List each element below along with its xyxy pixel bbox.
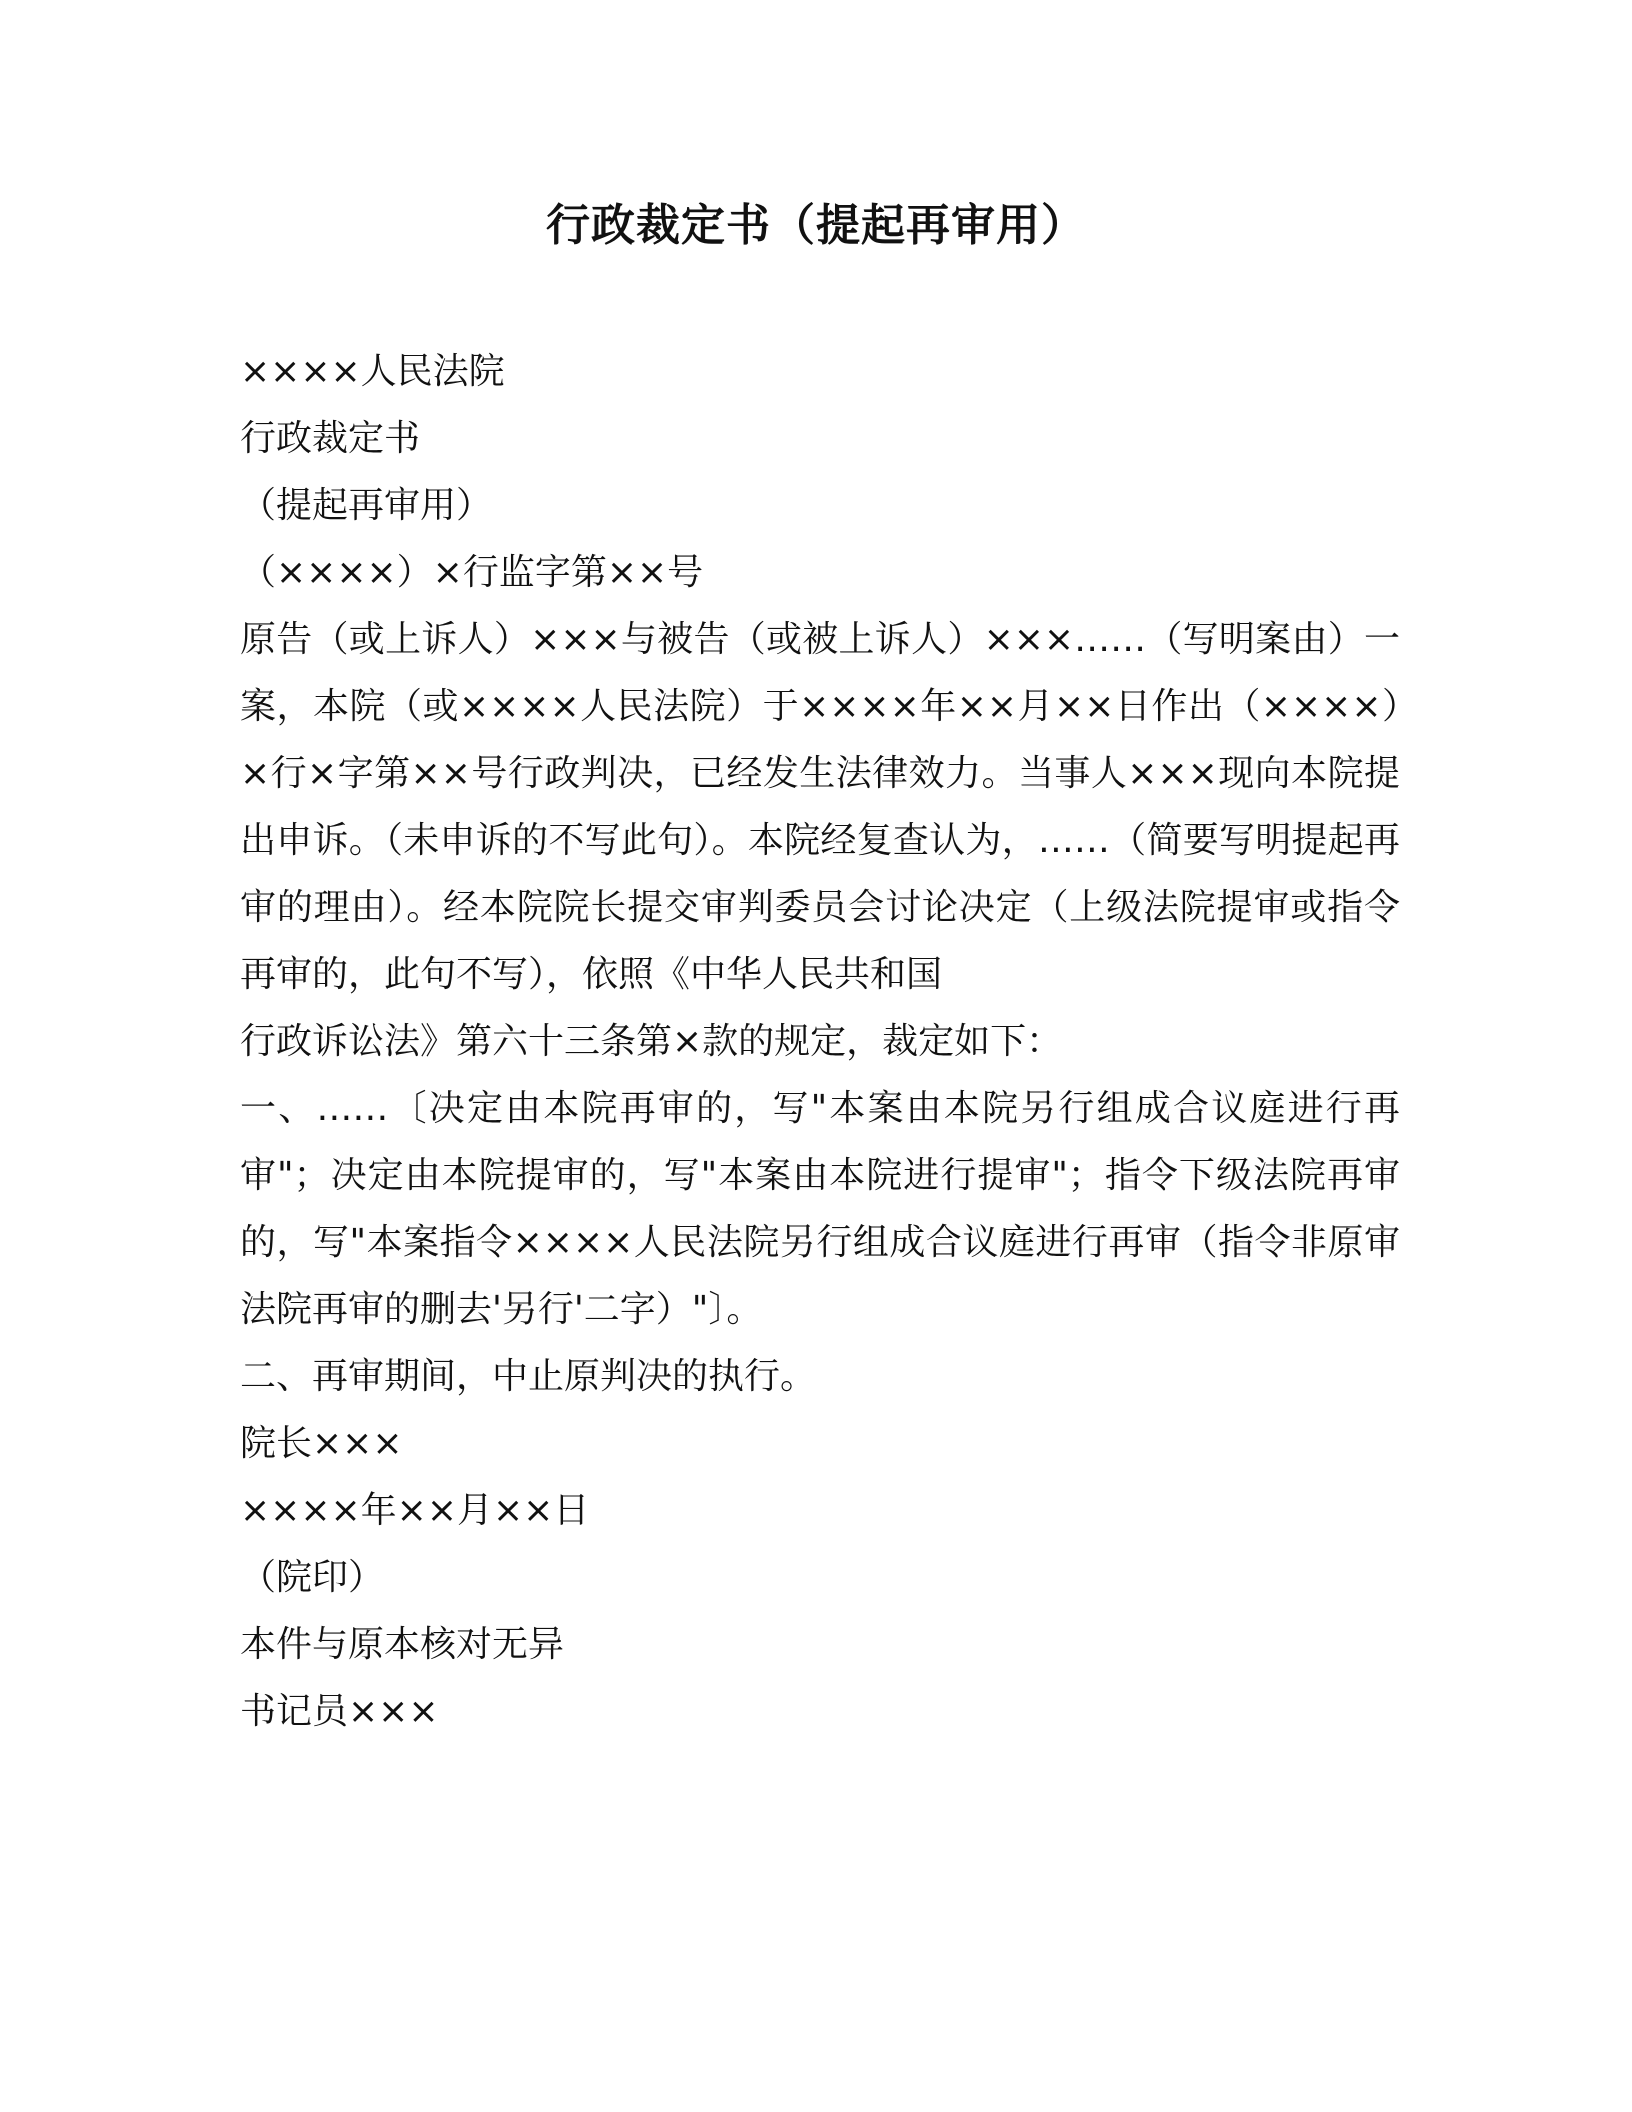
ruling-item-2: 二、再审期间，中止原判决的执行。 xyxy=(240,1356,817,1397)
document-body xyxy=(240,338,1400,1745)
clerk-signature: 书记员××× xyxy=(240,1691,439,1732)
body-paragraph-continuation: 行政诉讼法》第六十三条第×款的规定，裁定如下： xyxy=(240,1021,1063,1062)
document-type: 行政裁定书 xyxy=(240,418,421,459)
case-number: （××××）×行监字第××号 xyxy=(240,552,704,593)
verification-note: 本件与原本核对无异 xyxy=(240,1624,565,1665)
document-subtype: （提起再审用） xyxy=(240,485,493,526)
ruling-item-1: 一、……〔决定由本院再审的，写"本案由本院另行组成合议庭进行再审"；决定由本院提审的，写"本案由本院进行提审"；指令下级法院再审的，写"本案指令××××人民法院另行组成合议庭进行再审（指令非原审法院再审的删去'另行'二字）"〕。 xyxy=(240,1088,1400,1330)
president-signature: 院长××× xyxy=(240,1423,403,1464)
body-paragraph: 原告（或上诉人）×××与被告（或被上诉人）×××……（写明案由）一案，本院（或××××人民法院）于××××年××月××日作出（××××）×行×字第××号行政判决，已经发生法律效力。当事人×××现向本院提出申诉。（未申诉的不写此句）。本院经复查认为，……（简要写明提起再审的理由）。经本院院长提交审判委员会讨论决定（上级法院提审或指令再审的，此句不写），依照《中华人民共和国 xyxy=(240,619,1400,995)
document-title: 行政裁定书（提起再审用） xyxy=(546,200,1086,251)
court-seal: （院印） xyxy=(240,1557,385,1598)
court-name: ××××人民法院 xyxy=(240,351,505,392)
ruling-date: ××××年××月××日 xyxy=(240,1490,590,1531)
